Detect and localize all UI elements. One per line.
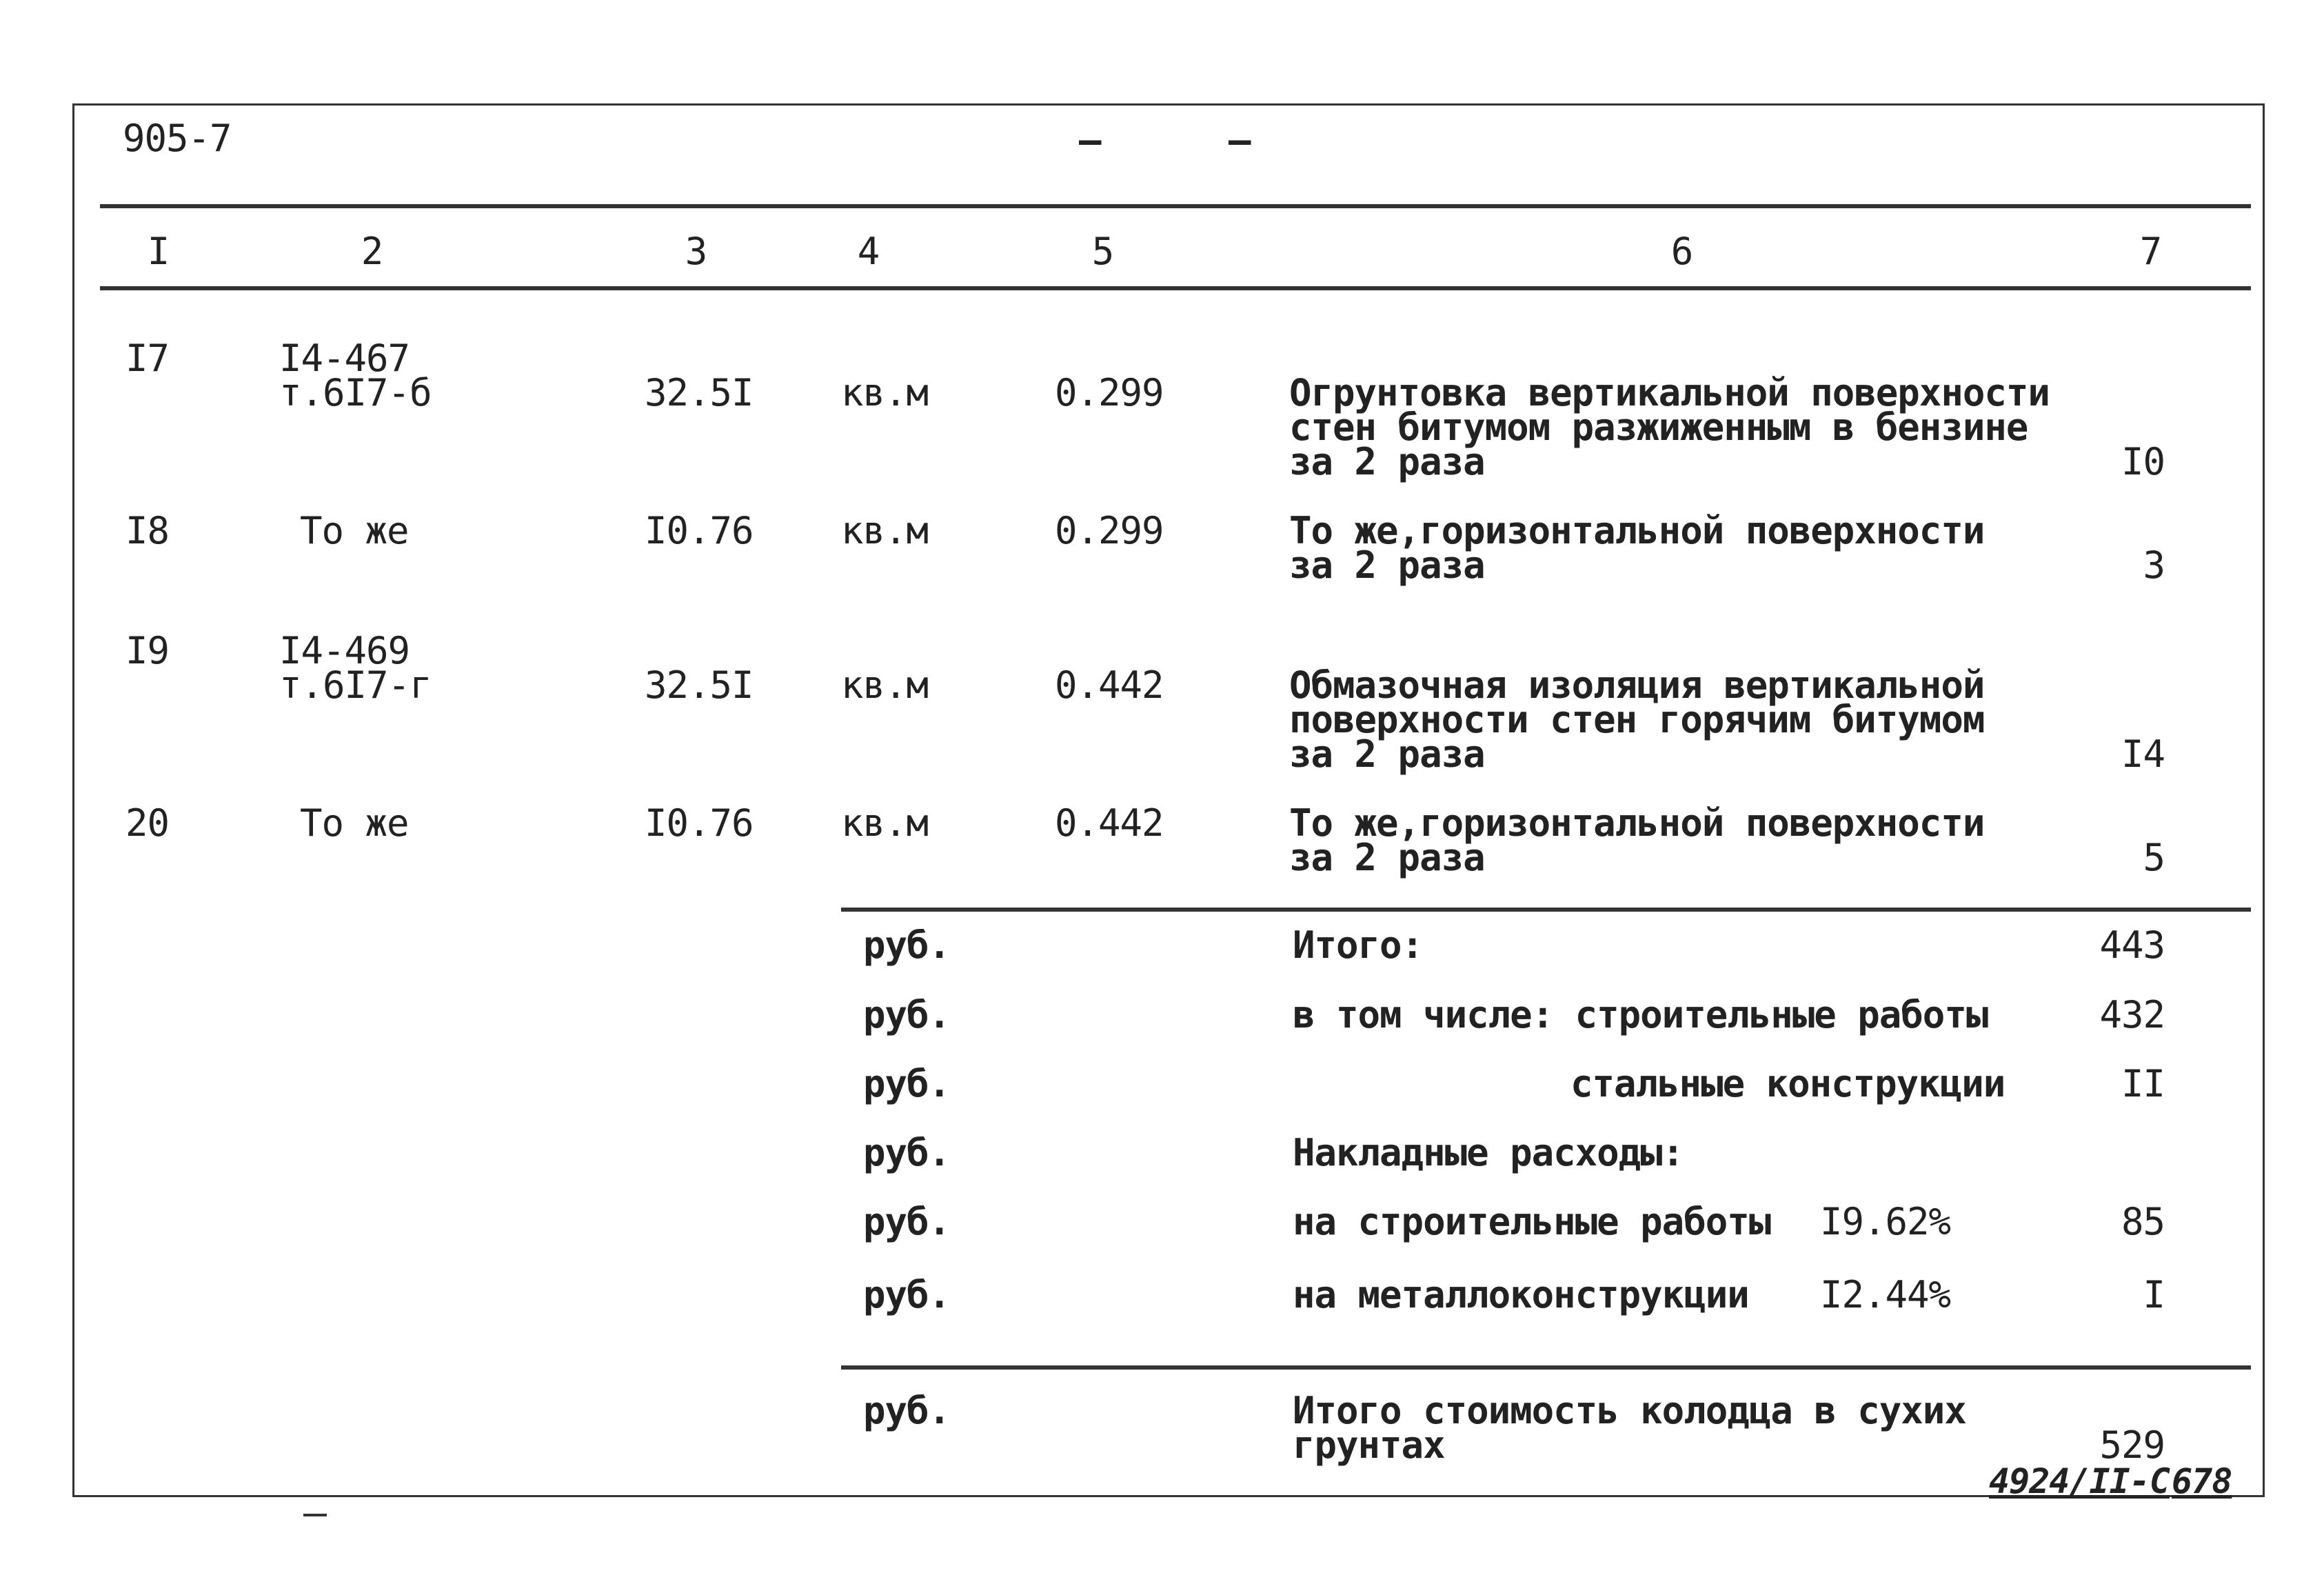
row-unit: кв.м: [841, 509, 929, 552]
summary-total: II: [2121, 1062, 2165, 1105]
row-unit: кв.м: [841, 801, 929, 845]
summary-unit: руб.: [863, 1273, 951, 1316]
summary-percent: I9.62%: [1820, 1200, 1951, 1243]
summary-total: 85: [2121, 1200, 2165, 1243]
grand-total-label: Итого стоимость колодца в сухих: [1293, 1389, 1966, 1432]
summary-label: на металлоконструкции: [1293, 1273, 1749, 1316]
row-number: I9: [125, 629, 170, 672]
row-number: I7: [125, 337, 170, 380]
summary-label: на строительные работы: [1293, 1200, 1771, 1243]
summary-unit: руб.: [863, 1131, 951, 1174]
row-unit-price: 0.442: [1055, 801, 1164, 845]
frame-right-border: [2263, 103, 2265, 1496]
summary-label: в том числе: строительные работы: [1293, 993, 1988, 1036]
grand-total-unit: руб.: [863, 1389, 951, 1432]
grand-total-label: грунтах: [1293, 1423, 1445, 1467]
row-number: I8: [125, 509, 170, 552]
column-header: 4: [857, 230, 880, 273]
row-description: за 2 раза: [1289, 543, 1485, 587]
row-description: Обмазочная изоляция вертикальной: [1289, 663, 1985, 707]
frame-top-border: [72, 103, 2265, 106]
row-reference: I4-467: [279, 337, 410, 380]
column-header: 3: [685, 230, 708, 273]
row-description: Огрунтовка вертикальной поверхности: [1289, 371, 2050, 414]
footer-reference: 4924/II-C: [1989, 1461, 2170, 1501]
column-header: 6: [1670, 230, 1694, 273]
summary-label: Итого:: [1293, 923, 1424, 967]
document-code: 905-7: [123, 117, 232, 160]
column-header: I: [147, 230, 170, 273]
footer-tick: [303, 1514, 327, 1516]
row-total: I0: [2121, 440, 2165, 483]
row-number: 20: [125, 801, 170, 845]
column-header: 5: [1091, 230, 1115, 273]
page-number: 678: [2172, 1461, 2232, 1501]
header-bottom-rule: [100, 286, 2251, 290]
row-unit-price: 0.442: [1055, 663, 1164, 707]
summary-total: 432: [2099, 993, 2165, 1036]
row-total: I4: [2121, 732, 2165, 776]
row-description: То же,горизонтальной поверхности: [1289, 509, 1985, 552]
frame-left-border: [72, 103, 74, 1496]
row-description: стен битумом разжиженным в бензине: [1289, 405, 2028, 449]
row-quantity: 32.5I: [645, 663, 754, 707]
row-total: 3: [2143, 543, 2165, 587]
row-unit-price: 0.299: [1055, 509, 1164, 552]
summary-unit: руб.: [863, 923, 951, 967]
summary-percent: I2.44%: [1820, 1273, 1951, 1316]
subtotal-rule: [841, 908, 2251, 912]
summary-unit: руб.: [863, 993, 951, 1036]
summary-label: Накладные расходы:: [1293, 1131, 1684, 1174]
row-reference: I4-469: [279, 629, 410, 672]
grand-total-rule: [841, 1365, 2251, 1370]
row-quantity: 32.5I: [645, 371, 754, 414]
header-top-rule: [100, 204, 2251, 208]
row-description: поверхности стен горячим битумом: [1289, 698, 1985, 741]
row-reference: т.6I7-г: [279, 663, 432, 707]
row-unit: кв.м: [841, 663, 929, 707]
summary-unit: руб.: [863, 1062, 951, 1105]
row-quantity: I0.76: [645, 509, 754, 552]
row-reference: То же: [300, 509, 409, 552]
row-description: То же,горизонтальной поверхности: [1289, 801, 1985, 845]
row-unit-price: 0.299: [1055, 371, 1164, 414]
row-description: за 2 раза: [1289, 440, 1485, 483]
column-header: 7: [2139, 230, 2163, 273]
row-quantity: I0.76: [645, 801, 754, 845]
row-unit: кв.м: [841, 371, 929, 414]
row-total: 5: [2143, 836, 2165, 879]
row-reference: т.6I7-б: [279, 371, 432, 414]
frame-bottom-border: [72, 1495, 2265, 1497]
row-description: за 2 раза: [1289, 732, 1485, 776]
column-header: 2: [361, 230, 384, 273]
row-description: за 2 раза: [1289, 836, 1485, 879]
summary-label: стальные конструкции: [1570, 1062, 2005, 1105]
summary-unit: руб.: [863, 1200, 951, 1243]
page-mark: –: [1229, 119, 1251, 162]
summary-total: 443: [2099, 923, 2165, 967]
grand-total-value: 529: [2099, 1423, 2165, 1467]
summary-total: I: [2143, 1273, 2165, 1316]
page-mark: –: [1079, 119, 1101, 162]
row-reference: То же: [300, 801, 409, 845]
